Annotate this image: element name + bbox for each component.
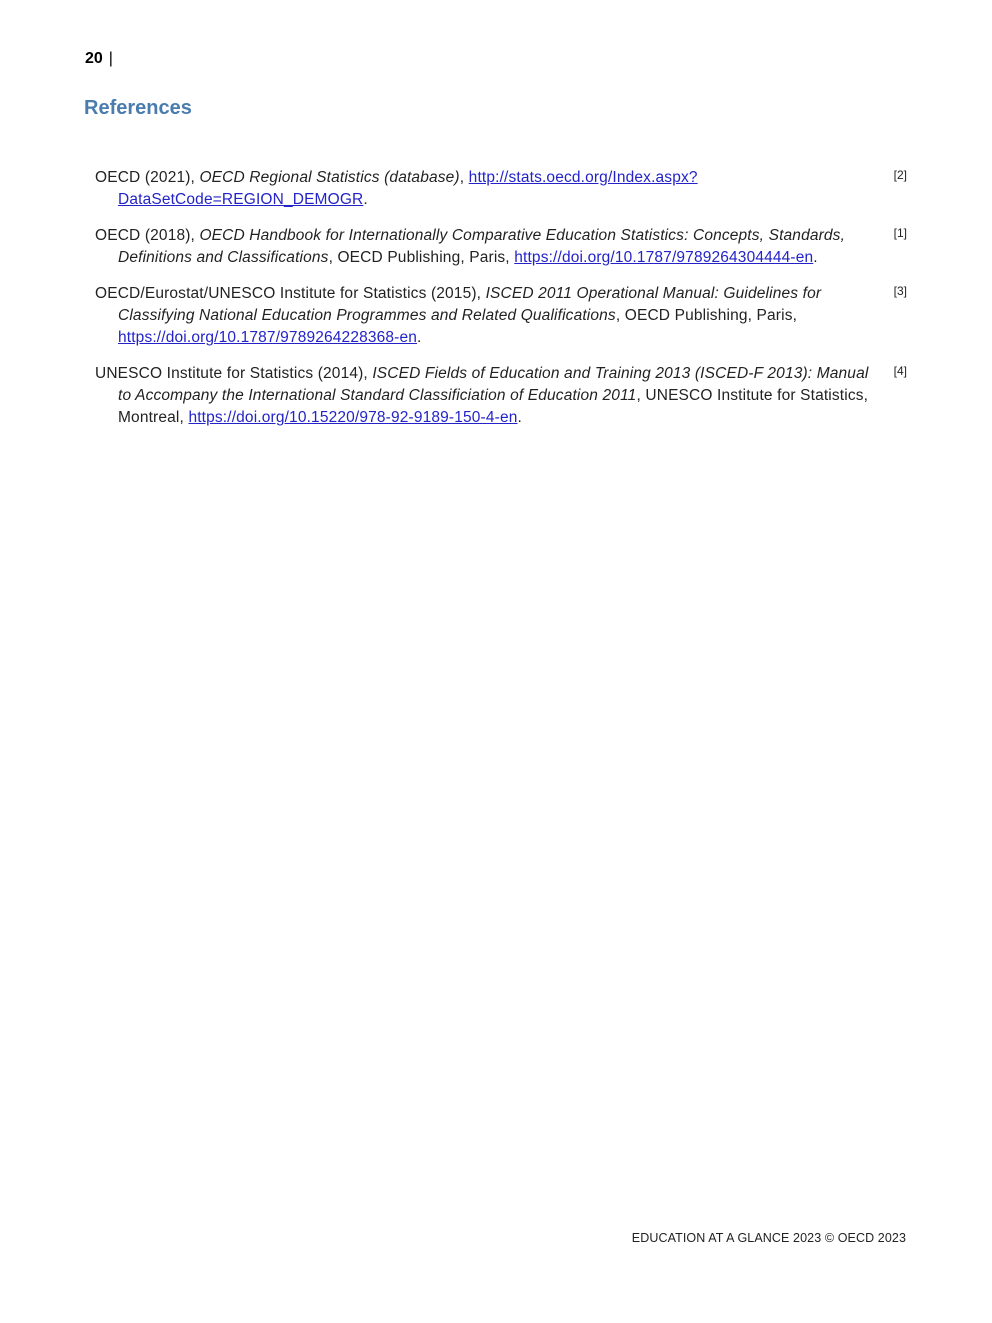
reference-entry — [95, 225, 910, 269]
reference-title: ISCED 2011 Operational Manual: Guidelines for Classifying National Education Programmes and Related Qualifications — [118, 285, 822, 324]
reference-text — [95, 225, 878, 269]
reference-publisher: , OECD Publishing, Paris, — [328, 249, 510, 266]
reference-link[interactable]: http://stats.oecd.org/Index.aspx?DataSetCode=REGION_DEMOGR — [118, 169, 698, 208]
page-number-separator: | — [108, 50, 113, 67]
reference-end-punct: . — [517, 409, 522, 426]
reference-publisher: , UNESCO Institute for Statistics, Montreal, — [118, 387, 869, 426]
reference-link[interactable]: https://doi.org/10.15220/978-92-9189-150-4-en — [188, 409, 518, 426]
reference-text — [95, 363, 878, 429]
reference-text — [95, 167, 878, 211]
reference-end-punct: . — [363, 191, 368, 208]
reference-entry — [95, 283, 910, 349]
reference-text — [95, 283, 878, 349]
reference-end-punct: . — [813, 249, 818, 266]
reference-link[interactable]: https://doi.org/10.1787/9789264228368-en — [118, 329, 418, 346]
reference-key: [2] — [893, 168, 907, 182]
reference-author-year: OECD/Eurostat/UNESCO Institute for Statistics (2015), — [95, 285, 486, 302]
reference-entry — [95, 363, 910, 429]
reference-author-year: OECD (2021), — [95, 169, 200, 186]
page-footer: EDUCATION AT A GLANCE 2023 © OECD 2023 — [631, 1231, 906, 1245]
section-title: References — [84, 97, 192, 119]
page-header — [85, 49, 113, 69]
reference-end-punct: . — [417, 329, 422, 346]
reference-title: OECD Regional Statistics (database) — [199, 169, 460, 186]
page-number: 20 — [85, 50, 103, 67]
reference-title: OECD Handbook for Internationally Comparative Education Statistics: Concepts, Standards, Definitions and Classifications — [118, 227, 846, 266]
reference-author-year: UNESCO Institute for Statistics (2014), — [95, 365, 373, 382]
reference-entry — [95, 167, 910, 211]
reference-list — [95, 167, 910, 443]
reference-publisher: , OECD Publishing, Paris, — [615, 307, 798, 324]
reference-key: [3] — [893, 284, 907, 298]
reference-title: ISCED Fields of Education and Training 2013 (ISCED-F 2013): Manual to Accompany the International Standard Classificiation of Education 2011 — [118, 365, 869, 404]
reference-link[interactable]: https://doi.org/10.1787/9789264304444-en — [514, 249, 814, 266]
reference-author-year: OECD (2018), — [95, 227, 200, 244]
reference-key: [1] — [893, 226, 907, 240]
reference-key: [4] — [893, 364, 907, 378]
reference-publisher: , — [459, 169, 465, 186]
